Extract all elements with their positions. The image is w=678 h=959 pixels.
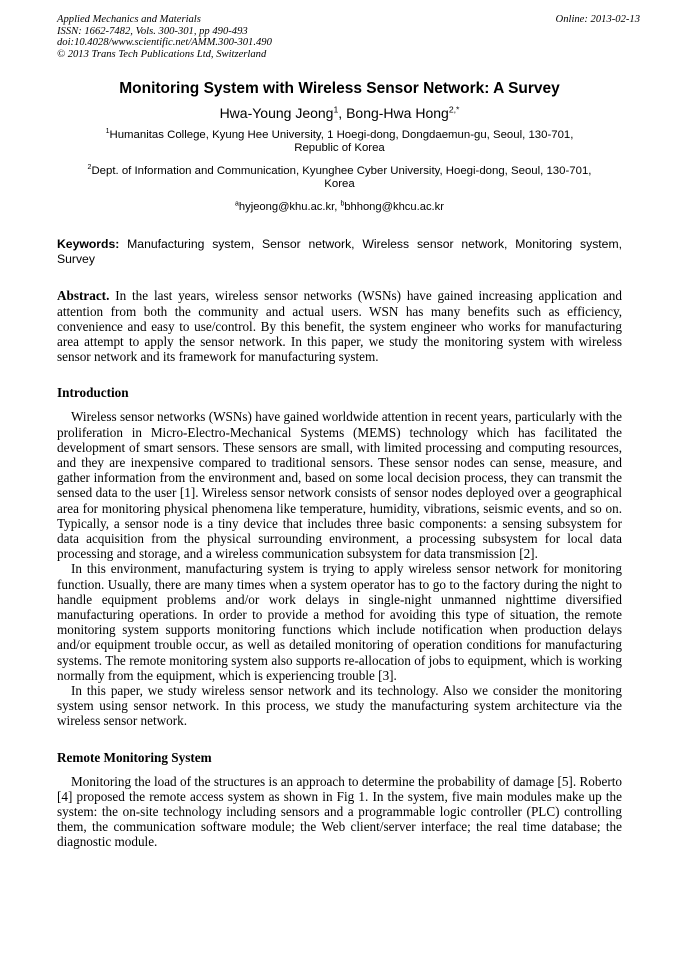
journal-header [57,14,640,60]
paper-title: Monitoring System with Wireless Sensor Network: A Survey [119,80,560,98]
email-b: bhhong@khcu.ac.kr [344,201,444,214]
keywords-label: Keywords: [57,237,120,252]
author-1-name: Hwa-Young Jeong [219,105,334,122]
abstract-label: Abstract. [57,288,110,304]
journal-info-block [57,14,272,60]
section-remote-monitoring-heading: Remote Monitoring System [57,749,212,765]
authors-separator: , [338,105,347,122]
introduction-paragraph-2: In this environment, manufacturing system is trying to apply wireless sensor network for monitoring function. Usually, there are many times when a system operator has to go to the factory during the night to handle equipment problems and/or work delays in single-night unmanned nighttime diversified manufacturing operations. In order to provide a method for avoiding this type of situation, the remote monitoring system supports monitoring functions which include notification when production delays and/or equipment trouble occur, as well as detailed monitoring of operation conditions for manufacturing systems. The remote monitoring system also supports re-allocation of jobs to equipment, which is working normally from the equipment, which is experiencing trouble [3]. [57,561,622,683]
online-date: Online: 2013-02-13 [555,14,640,25]
section-introduction [57,385,622,728]
email-a: hyjeong@khu.ac.kr [238,201,335,214]
journal-issn-line: ISSN: 1662-7482, Vols. 300-301, pp 490-493 [57,25,248,37]
email-a-mark: a [235,200,239,208]
email-b-mark: b [340,200,345,208]
journal-doi-line: doi:10.4028/www.scientific.net/AMM.300-301.490 [57,37,272,49]
section-introduction-heading: Introduction [57,385,129,401]
journal-title: Applied Mechanics and Materials [57,14,201,25]
affiliation-1-text: Humanitas College, Kyung Hee University, 1 Hoegi-dong, Dongdaemun-gu, Seoul, 130-701, Republic of Korea [109,129,574,155]
affiliation-1 [87,129,592,155]
abstract-paragraph [57,288,622,364]
abstract-text: In the last years, wireless sensor networks (WSNs) have gained increasing application and attention from both the community and actual users. WSN has many benefits such as efficiency, convenience and easy to use/control. By this benefit, the system engineer who works for manufacturing area attempt to apply the sensor network. In this paper, we study the monitoring system with wireless sensor network and its framework for manufacturing system. [57,288,622,365]
remote-monitoring-paragraph-1: Monitoring the load of the structures is an approach to determine the probability of damage [5]. Roberto [4] proposed the remote access system as shown in Fig 1. In the system, five main modules make up the system: the on-site technology including sensors and a programmable logic controller (PLC) controlling them, the communication software module; the Web client/server interface; the real time database; the diagnostic module. [57,773,622,850]
keywords-text: Manufacturing system, Sensor network, Wireless sensor network, Monitoring system, Survey [57,237,622,266]
journal-copyright-line: © 2013 Trans Tech Publications Ltd, Switzerland [57,48,267,60]
author-2-affiliation-mark: 2,* [448,104,460,115]
affiliation-2-mark: 2 [87,164,92,172]
affiliation-2 [87,165,592,191]
affiliation-1-mark: 1 [105,128,110,136]
author-emails-line [57,201,622,213]
keywords-line [57,237,622,266]
introduction-paragraph-1: Wireless sensor networks (WSNs) have gained worldwide attention in recent years, particularly with the proliferation in Micro-Electro-Mechanical Systems (MEMS) technology which has facilitated the development of smart sensors. These sensors are small, with limited processing and computing resources, and they are inexpensive compared to traditional sensors. These sensor nodes can sense, measure, and gather information from the environment and, based on some local decision process, they can transmit the sensed data to the user [1]. Wireless sensor network consists of sensor nodes deployed over a geographical area for monitoring physical phenomena like temperature, humidity, vibrations, seismic events, and so on. Typically, a sensor node is a tiny device that includes three basic components: a sensing subsystem for data acquisition from the physical surrounding environment, a processing subsystem for local data processing and storage, and a wireless communication subsystem for data transmission [2]. [57,409,622,562]
authors-line [57,105,622,121]
emails-separator: , [334,201,341,214]
affiliation-2-text: Dept. of Information and Communication, Kyunghee Cyber University, Hoegi-dong, Seoul, 130-701, Korea [91,165,592,191]
author-1-affiliation-mark: 1 [333,104,339,115]
introduction-paragraph-3: In this paper, we study wireless sensor network and its technology. Also we consider the monitoring system using sensor network. In this process, we study the manufacturing system architecture via the wireless sensor network. [57,683,622,729]
section-remote-monitoring-system [57,750,622,850]
author-2-name: Bong-Hwa Hong [346,105,449,122]
